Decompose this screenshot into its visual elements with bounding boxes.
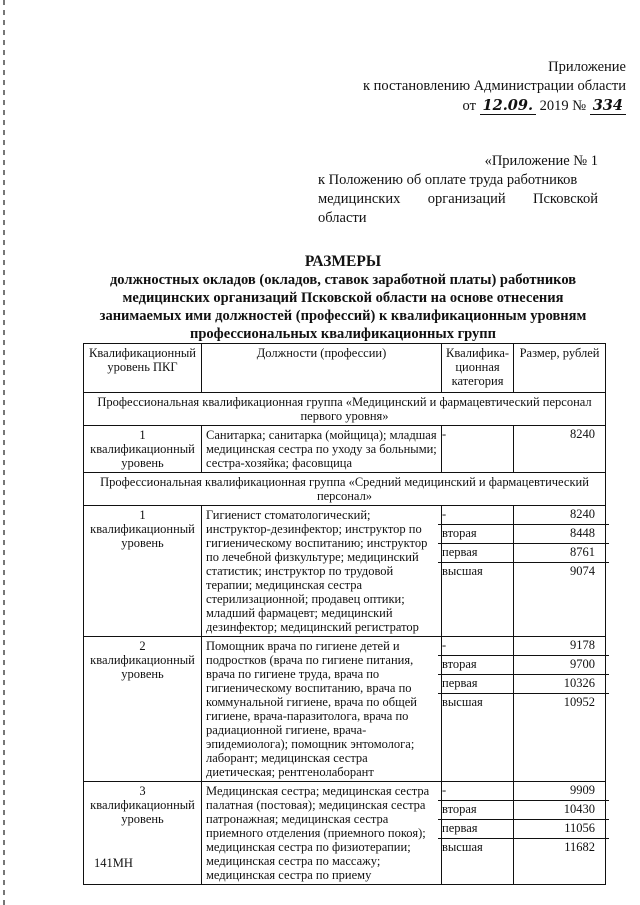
salary-value: 9178 [510,637,609,656]
qualification-level: 2 квалификационный уровень [84,637,202,782]
header-salary: Размер, рублей [514,344,606,393]
salary-value: 8240 [510,506,609,525]
category-value: - [438,637,517,656]
table-row [84,506,606,637]
appendix-2-line2: к Положению об оплате труда работников [318,172,578,188]
appendix-date-line [326,96,626,116]
appendix-2-line1: «Приложение № 1 [484,153,598,169]
year-and-number: 2019 № [539,98,587,114]
group-title: Профессиональная квалификационная группа «Средний медицинский и фармацевтический персонал» [84,473,606,506]
salary-value: 8448 [510,525,609,544]
appendix-resolution: к постановлению Администрации области [362,78,626,94]
category-value: высшая [442,840,483,854]
salary-cell [514,506,606,637]
heading-subtitle-1: должностных окладов (окладов, ставок заработной платы) работников [109,272,577,288]
date-prefix: от [462,98,476,114]
appendix-2-line4: области [318,210,367,226]
salary-value: 9909 [510,782,609,801]
category-value: первая [438,820,517,839]
positions-cell: Помощник врача по гигиене детей и подростков (врача по гигиене питания, врача по гигиене труда, врача по гигиеническому воспитанию, врача по коммунальной гигиене, врача по общей гигиене, врача-паразитолога, врача по радиационной гигиене, врача-эпидемиолога); помощник энтомолога; лаборант; медицинская сестра диетическая; рентгенолаборант [202,637,442,782]
handwritten-date: 12.09. [480,97,536,115]
positions-cell: Гигиенист стоматологический; инструктор-дезинфектор; инструктор по гигиеническому воспитанию; инструктор по лечебной физкультуре; медицинский статистик; инструктор по трудовой терапии; медицинская сестра стерилизационной; продавец оптики; младший фармацевт; медицинский дезинфектор; медицинский регистратор [202,506,442,637]
footer-code: 141МН [94,856,133,870]
table-header-row [84,344,606,393]
salary-table [83,343,606,885]
qualification-level: 1 квалификационный уровень [84,506,202,637]
category-value: вторая [438,801,517,820]
scan-edge [3,0,5,905]
salary-cell [514,426,606,473]
table-row [84,782,606,885]
appendix-2-block [318,152,598,228]
salary-cell [514,782,606,885]
salary-value: 8240 [570,427,595,441]
table-row [84,637,606,782]
positions-cell: Медицинская сестра; медицинская сестра палатная (постовая); медицинская сестра патронажная; медицинская сестра приемного отделения (приемного покоя); медицинская сестра по физиотерапии; медицинская сестра по массажу; медицинская сестра по приему [202,782,442,885]
category-value: - [438,782,517,801]
salary-value: 9700 [510,656,609,675]
salary-value: 10326 [510,675,609,694]
salary-value: 8761 [510,544,609,563]
appendix-header [326,58,626,116]
heading-subtitle-4: профессиональных квалификационных групп [190,326,496,342]
group-row [84,393,606,426]
salary-value: 9074 [570,564,595,578]
qualification-level: 1 квалификационный уровень [84,426,202,473]
document-heading [80,253,606,343]
heading-title: РАЗМЕРЫ [304,253,382,270]
appendix-title: Приложение [548,59,626,75]
heading-subtitle-3: занимаемых ими должностей (профессий) к квалификационным уровням [99,308,587,324]
category-cell [442,637,514,782]
header-level: Квалификационный уровень ПКГ [84,344,202,393]
salary-value: 10952 [563,695,595,709]
category-cell [442,506,514,637]
category-value: высшая [442,564,483,578]
category-value: - [442,427,447,441]
group-title: Профессиональная квалификационная группа «Медицинский и фармацевтический персонал первого уровня» [84,393,606,426]
salary-value: 10430 [510,801,609,820]
salary-value: 11056 [510,820,609,839]
salary-value: 11682 [564,840,595,854]
category-value: первая [438,544,517,563]
table-body [84,393,606,885]
category-value: - [438,506,517,525]
appendix-2-line3: медицинских организаций Псковской [318,191,598,207]
table-row [84,426,606,473]
category-value: первая [438,675,517,694]
heading-subtitle-2: медицинских организаций Псковской области на основе отнесения [122,290,564,306]
category-value: вторая [438,656,517,675]
positions-cell: Санитарка; санитарка (мойщица); младшая медицинская сестра по уходу за больными; сестра-хозяйка; фасовщица [202,426,442,473]
category-cell [442,426,514,473]
salary-cell [514,637,606,782]
category-cell [442,782,514,885]
handwritten-number: 334 [590,97,626,115]
category-value: высшая [442,695,483,709]
category-value: вторая [438,525,517,544]
group-row [84,473,606,506]
qualification-level: 3 квалификационный уровень [84,782,202,885]
header-category: Квалифика-ционная категория [442,344,514,393]
header-positions: Должности (профессии) [202,344,442,393]
